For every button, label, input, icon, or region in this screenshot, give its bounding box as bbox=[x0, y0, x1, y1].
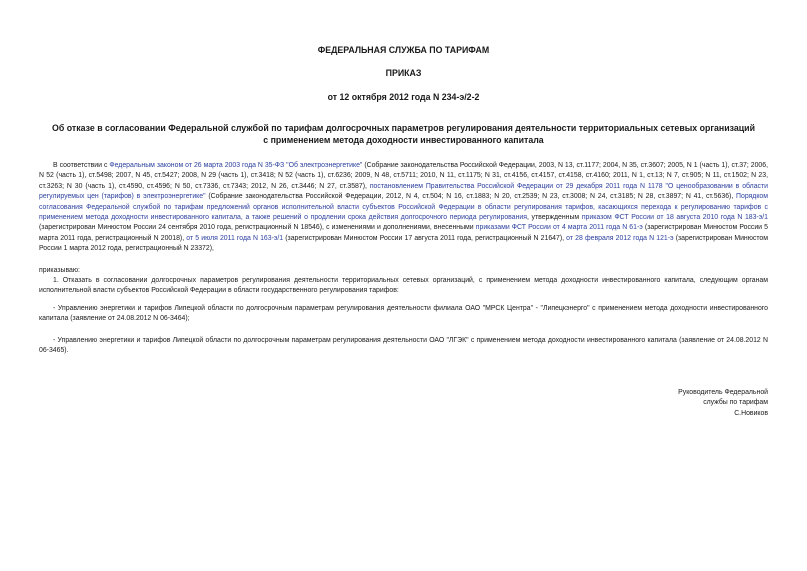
preamble-text: (Собрание законодательства Российской Федерации, 2012, N 4, ст.504; N 16, ст.1883; N 20, ст.2539; N 23, ст.3008; N 24, ст.3185; N 28, ст.3897; N 41, ст.5636), bbox=[205, 193, 737, 201]
preamble-text: (зарегистрирован Минюстом России 5 марта 2011 года, регистрационный N 20018), bbox=[39, 224, 768, 242]
agency-heading: ФЕДЕРАЛЬНАЯ СЛУЖБА ПО ТАРИФАМ bbox=[317, 45, 490, 55]
signature-organization: службы по тарифам bbox=[703, 399, 768, 406]
preamble-text: (Собрание законодательства Российской Федерации, 2003, N 13, ст.1177; 2004, N 35, ст.3607; 2005, N 1 (часть 1), ст.37; 2006, N 52 (часть 1), ст.5498; 2007, N 45, ст.5427; 2008, N 29 (часть 1), ст.3418; N 52 (часть 1), ст.6236; 2009, N 48, ст.5711; 2010, N 11, ст.1175; N 31, ст.4156, ст.4157, ст.4158, ст.4160; 2011, N 1, ст.13; N 7, ст.905; N 11, ст.1502; N 23, ст.3263; N 30 (часть 1), ст.4590, ст.4596; N 50, ст.7336, ст.7343; 2012, N 26, ст.3446; N 27, ст.3587), bbox=[39, 162, 768, 190]
law-link[interactable]: Федеральным законом от 26 марта 2003 года N 35-ФЗ "Об электроэнергетике" bbox=[109, 162, 363, 169]
order-item-lgek: - Управлению энергетики и тарифов Липецкой области по долгосрочным параметрам регулирования деятельности ОАО "ЛГЭК" с применением метода доходности инвестированного капитала (заявление от 24.08.2012 N 06-3465). bbox=[39, 337, 768, 355]
preamble-text: (зарегистрирован Минюстом России 17 августа 2011 года, регистрационный N 21647), bbox=[283, 234, 567, 242]
procedure-link[interactable]: Порядком согласования Федеральной службой по тарифам предложений органов исполнительной власти субъектов Российской Федерации в области регулирования тарифов, касающихся перехода к регулированию тарифов с применением метода доходности инвестированного капитала, а также решений о продлении срока действия долгосрочного периода регулирования bbox=[39, 193, 768, 222]
preamble-text: , утвержденным bbox=[526, 214, 582, 222]
order-item-lipetskenergo: - Управлению энергетики и тарифов Липецкой области по долгосрочным параметрам регулирования деятельности филиала ОАО "МРСК Центра" - "Липецкэнерго" с применением метода доходности инвестированного капитала (заявление от 24.08.2012 N 06-3464); bbox=[39, 305, 768, 323]
order-july-link[interactable]: от 5 июля 2011 года N 163-э/1 bbox=[186, 234, 284, 242]
order-february-link[interactable]: от 28 февраля 2012 года N 121-э bbox=[566, 234, 674, 242]
order-link[interactable]: приказом ФСТ России от 18 августа 2010 года N 183-э/1 bbox=[581, 214, 769, 222]
signature-position: Руководитель Федеральной bbox=[678, 389, 768, 396]
resolution-link[interactable]: постановлением Правительства Российской Федерации от 29 декабря 2011 года N 1178 "О ценообразовании в области регулируемых цен (тарифов) в электроэнергетике" bbox=[39, 182, 768, 201]
preamble-text: (зарегистрирован Минюстом России 1 марта 2012 года, регистрационный N 23372), bbox=[39, 234, 768, 253]
document-type-heading: ПРИКАЗ bbox=[385, 68, 422, 78]
document-title: Об отказе в согласовании Федеральной службой по тарифам долгосрочных параметров регулирования деятельности территориальных сетевых организаций с применением метода доходности инвестированного капитала bbox=[52, 123, 755, 145]
signature-name: С.Новиков bbox=[734, 410, 768, 417]
preamble-text: (зарегистрирован Минюстом России 24 сентября 2010 года, регистрационный N 18546), с изменениями и дополнениями, внесенными bbox=[39, 224, 476, 232]
order-item-1: 1. Отказать в согласовании долгосрочных параметров регулирования деятельности территориальных сетевых организаций, с применением метода доходности инвестированного капитала, следующим органам исполнительной власти субъектов Российской Федерации в области государственного регулирования тарифов: bbox=[39, 277, 768, 295]
order-word: приказываю: bbox=[39, 267, 80, 274]
preamble-text: В соответствии с bbox=[53, 162, 110, 169]
orders-link[interactable]: приказами ФСТ России от 4 марта 2011 года N 61-э bbox=[475, 224, 643, 232]
preamble-paragraph bbox=[39, 161, 768, 255]
date-number-heading: от 12 октября 2012 года N 234-э/2-2 bbox=[327, 92, 480, 102]
